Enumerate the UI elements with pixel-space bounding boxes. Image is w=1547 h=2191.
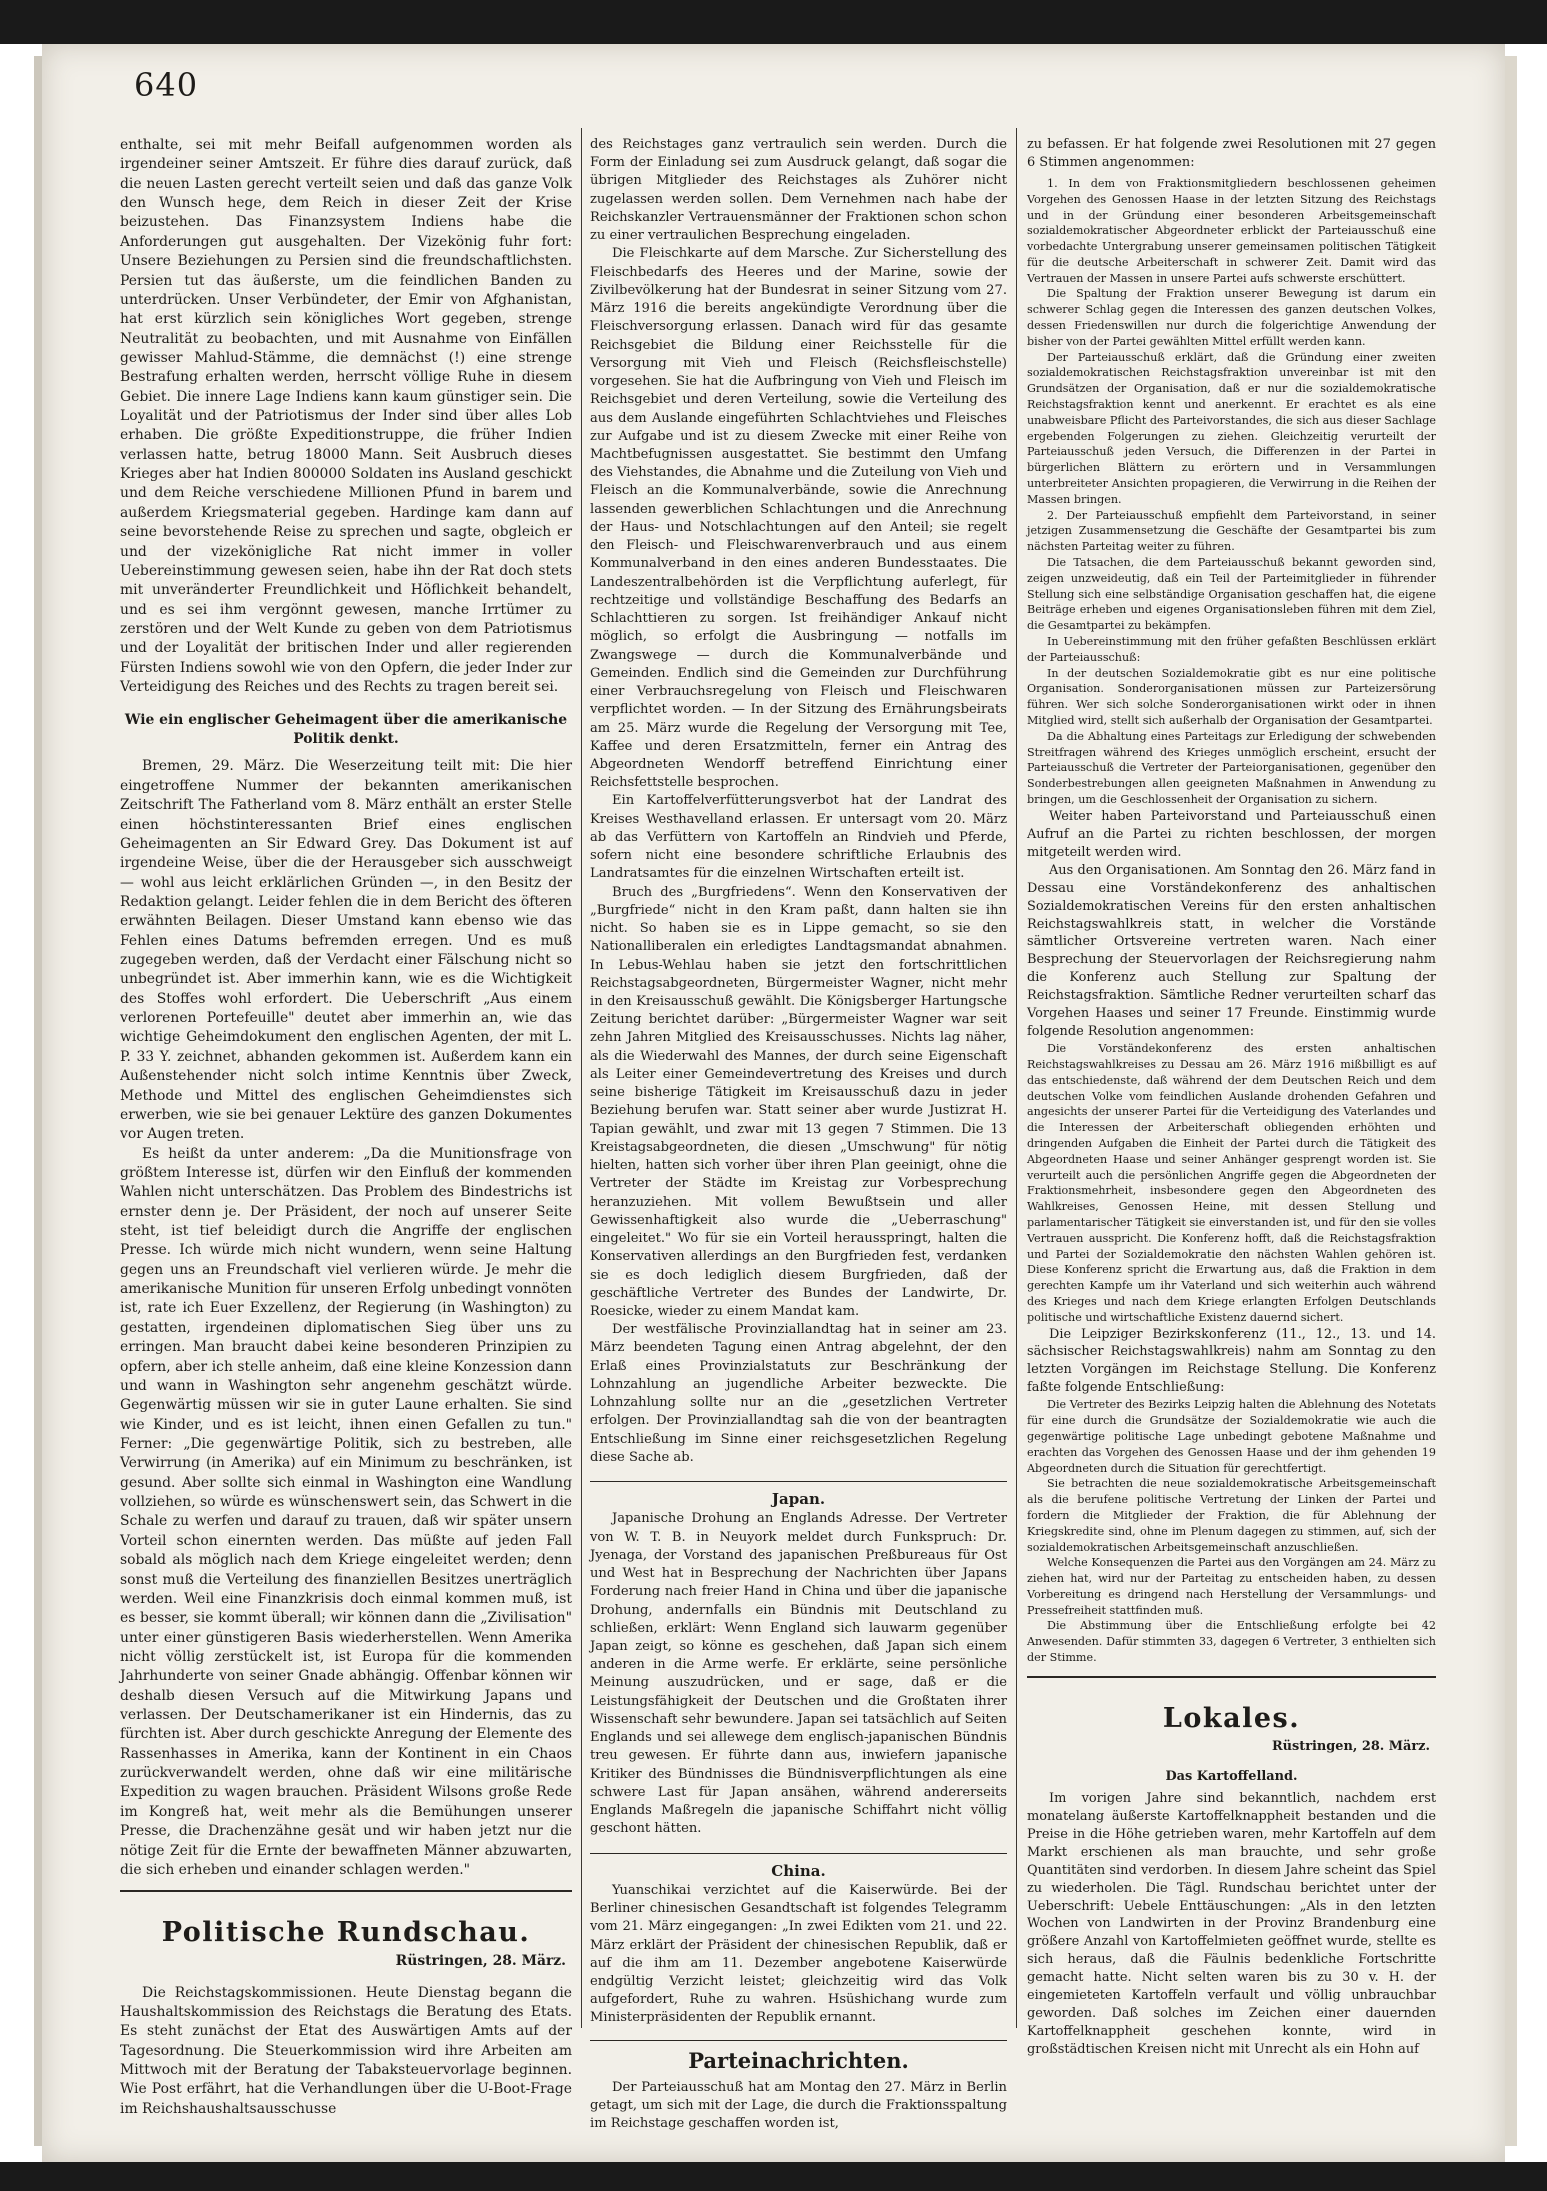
page-number: 640 [134,66,199,104]
page-edge-right [1505,56,1517,2146]
article-paragraph: Die Fleischkarte auf dem Marsche. Zur Sicherstellung des Fleischbedarfs des Heeres und der Marine, sowie der Zivilbevölkerung hat der Bundesrat in seiner Sitzung vom 27. März 1916 die bereits angekündigte Verordnung über die Fleischversorgung erlassen. Danach wird für das gesamte Reichsgebiet die Bildung einer Reichsstelle für die Versorgung mit Vieh und Fleisch (Reichsfleischstelle) vorgesehen. Sie hat die Aufbringung von Vieh und Fleisch im Reichsgebiet und deren Verteilung, sowie die Verteilung des aus dem Auslande eingeführten Schlachtviehes und Fleisches zur Aufgabe und ist zu diesem Zwecke mit einer Reihe von Machtbefugnissen ausgestattet. Sie bestimmt den Umfang des Viehstandes, die Abnahme und die Zuteilung von Vieh und Fleisch an die Kommunalverbände, sowie die Anrechnung lassenden gewerblichen Schlachtungen und die Anrechnung der Haus- und Notschlachtungen auf den Anteil; sie regelt den Fleisch- und Fleischwarenverbrauch und aus einem Kommunalverband in den eines anderen Bundesstaates. Die Landeszentralbehörden ist die Verpflichtung auferlegt, für rechtzeitige und vollständige Beschaffung des Bedarfs an Schlachttieren zu sorgen. Ist freihändiger Ankauf nicht möglich, so erfolgt die Ausbringung — notfalls im Zwangswege — durch die Kommunalverbände und Gemeinden. Endlich sind die Gemeinden zur Durchführung einer Verbrauchsregelung von Fleisch und Fleischwaren verpflichtet worden. — In der Sitzung des Ernährungsbeirats am 25. März wurde die Regelung der Versorgung mit Tee, Kaffee und deren Ersatzmitteln, ferner ein Antrag des Abgeordneten Wendorff betreffend Einrichtung einer Reichsfettstelle besprochen. [590,246,1007,791]
section-title-lokales: Lokales. [1162,1702,1301,1734]
article-paragraph: Aus den Organisationen. Am Sonntag den 26. März fand in Dessau eine Vorständekonferenz des anhaltischen Sozialdemokratischen Vereins für den ersten anhaltischen Reichstagswahlkreis statt, in welcher die Vorstände sämtlicher Ortsvereine vertreten waren. Nach einer Besprechung der Steuervorlagen der Reichsregierung nahm die Konferenz auch Stellung zur Spaltung der Reichstagsfraktion. Sämtliche Redner verurteilten scharf das Vorgehen Haases und seiner 17 Freunde. Einstimmig wurde folgende Resolution angenommen: [1027,862,1436,1040]
article-paragraph: Ein Kartoffelverfütterungsverbot hat der Landrat des Kreises Westhavelland erlassen. Er untersagt vom 20. März ab das Verfüttern von Kartoffeln an Rindvieh und Pferde, sofern nicht eine besondere schriftliche Erlaubnis des Landratsamtes für die einzelnen Wirtschaften erteilt ist. [590,793,1007,882]
resolution-paragraph: Die Tatsachen, die dem Parteiausschuß bekannt geworden sind, zeigen unzweideutig, daß ein Teil der Parteimitglieder in führender Stellung sich eine selbständige Organisation geschaffen hat, die eigene Beiträge erheben und eigenes Organisationsleben führen mit dem Ziel, die Gesamtpartei zu bekämpfen. [1027,556,1436,633]
article-paragraph: des Reichstages ganz vertraulich sein werden. Durch die Form der Einladung sei zum Ausdruck gelangt, daß sogar die übrigen Mitglieder des Reichstages als Zuhörer nicht zugelassen werden sollen. Dem Vernehmen nach habe der Reichskanzler Vertrauensmänner der Fraktionen schon schon zu einer vertraulichen Besprechung eingeladen. [590,137,1007,244]
article-paragraph: Bruch des „Burgfriedens“. Wenn den Konservativen der „Burgfriede“ nicht in den Kram paßt, dann halten sie ihn nicht. So haben sie es in Lippe gemacht, so sie den Nationalliberalen ein erledigtes Landtagsmandat abnahmen. In Lebus-Wehlau haben sie jetzt den fortschrittlichen Reichstagsabgeordneten, Bürgermeister Wagner, nicht mehr in den Kreisausschuß gewählt. Die Königsberger Hartungsche Zeitung berichtet darüber: „Bürgermeister Wagner war seit zehn Jahren Mitglied des Kreisausschusses. Nichts lag näher, als die Wiederwahl des Mannes, der durch seine Eigenschaft als Leiter einer Gemeindevertretung des Kreises und durch seine bisherige Tätigkeit im Kreisausschuß dazu in jeder Beziehung berufen war. Statt seiner aber wurde Justizrat H. Tapian gewählt, und zwar mit 13 gegen 7 Stimmen. Die 13 Kreistagsabgeordneten, die diesen „Umschwung" für nötig hielten, hatten sich vorher über ihren Plan geeinigt, ohne die Vertreter der Städte im Kreistag zur Vorbesprechung heranzuziehen. Mit vollem Bewußtsein und aller Gewissenhaftigkeit also wurde die „Ueberraschung" eingeleitet." Wo für sie ein Vorteil herausspringt, halten die Konservativen allerdings an den Burgfrieden fest, verdanken sie es doch lediglich diesem Burgfrieden, daß der geschäftliche Vertreter des Bundes der Landwirte, Dr. Roesicke, wieder zu einem Mandat kam. [590,884,1007,1319]
article-paragraph: enthalte, sei mit mehr Beifall aufgenommen worden als irgendeiner seiner Amtszeit. Er führe dies darauf zurück, daß die neuen Lasten gerecht verteilt seien und daß das ganze Volk den Wunsch hege, dem Reich in dieser Zeit der Krise beizustehen. Das Finanzsystem Indiens habe die Anforderungen gut ausgehalten. Der Vizekönig fuhr fort: Unsere Beziehungen zu Persien sind die freundschaftlichsten. Persien tut das äußerste, um die feindlichen Banden zu unterdrücken. Unser Verbündeter, der Emir von Afghanistan, hat erst kürzlich sein königliches Wort gegeben, strenge Neutralität zu beobachten, und mit Ausnahme von Einfällen gewisser Mahlud-Stämme, die demnächst (!) eine strenge Bestrafung erhalten werden, herrscht völlige Ruhe in diesem Gebiet. Die innere Lage Indiens kann kaum günstiger sein. Die Loyalität und der Patriotismus der Inder sind über alles Lob erhaben. Die größte Expeditionstruppe, die früher Indien verlassen hatte, betrug 18000 Mann. Seit Ausbruch dieses Krieges aber hat Indien 800000 Soldaten ins Ausland geschickt und dem Reiche verschiedene Millionen Pfund in barem und außerdem Kriegsmaterial gegeben. Hardinge kam dann auf seine bevorstehende Reise zu sprechen und sagte, obgleich er und der vizekönigliche Rat nicht immer in voller Uebereinstimmung gewesen seien, habe ihn der Rat doch stets mit unveränderter Freundlichkeit und Höflichkeit behandelt, und es sei ihm vergönnt gewesen, manche Irrtümer zu zerstören und der Welt Kunde zu geben von dem Patriotismus und der Loyalität der britischen Inder und aller regierenden Fürsten Indiens sowohl wie von den Opfern, die jeder Inder zur Verteidigung des Reiches und des Rechts zu tragen bereit sei. [120,137,572,696]
article-paragraph: Der Parteiausschuß hat am Montag den 27. März in Berlin getagt, um sich mit der Lage, die durch die Fraktionsspaltung im Reichstage geschaffen worden ist, [590,2079,1007,2132]
article-paragraph: Der westfälische Provinziallandtag hat in seiner am 23. März beendeten Tagung einen Antrag abgelehnt, der den Erlaß eines Provinzialstatuts zur Beschränkung der Lohnzahlung an jugendliche Arbeiter bezweckte. Die Lohnzahlung sollte nur an die „gesetzlichen Vertreter erfolgen. Der Provinziallandtag sah die von der beantragten Entschließung im Sinne einer reichsgesetzlichen Regelung diese Sache ab. [590,1322,1007,1465]
article-paragraph: Die Leipziger Bezirkskonferenz (11., 12., 13. und 14. sächsischer Reichstagswahlkreis) nahm am Sonntag zu den letzten Vorgängen im Reichstage Stellung. Die Konferenz faßte folgende Entschließung: [1027,1326,1436,1396]
section-divider [1027,1676,1436,1678]
section-title-china: China. [590,1853,1007,1880]
resolution-paragraph: 1. In dem von Fraktionsmitgliedern beschlossenen geheimen Vorgehen des Genossen Haase in der letzten Sitzung des Reichstags und in der Gründung einer besonderen Arbeitsgemeinschaft sozialdemokratischer Abgeordneter erblickt der Parteiausschuß eine vorbedachte Untergrabung unserer gemeinsamen politischen Tätigkeit für die deutsche Arbeiterschaft in schwerer Zeit. Damit wird das Vertrauen der Massen in unsere Partei aufs schwerste erschüttert. [1027,176,1436,285]
column-3 [1027,136,1436,2059]
column-rule-1 [581,128,582,2028]
article-paragraph: Es heißt da unter anderem: „Da die Munitionsfrage von größtem Interesse ist, dürfen wir den Einfluß der kommenden Wahlen nicht unterschätzen. Das Problem des Bindestrichs ist ernster denn je. Der Präsident, der noch auf unserer Seite steht, ist tief beleidigt durch die Angriffe der englischen Presse. Ich würde mich nicht wundern, wenn seine Haltung gegen uns an Freundschaft viel verlieren würde. Je mehr die amerikanische Munition für unseren Erfolg unbedingt vonnöten ist, rate ich Euer Exzellenz, der Regierung (in Washington) zu gestatten, irgendeinen diplomatischen Sieg über uns zu erringen. Man braucht dabei keine besonderen Prinzipien zu opfern, aber ich stelle anheim, daß eine kleine Konzession dann und wann in Washington sehr angenehm geschätzt würde. Gegenwärtig müssen wir sie in guter Laune erhalten. Sie sind wie Kinder, und es ist leicht, ihnen einen Gefallen zu tun." Ferner: „Die gegenwärtige Politik, sich zu bestreben, alle Verwirrung (in Amerika) auf ein Minimum zu beschränken, ist gesund. Aber sollte sich einmal in Washington eine Wandlung vollziehen, so würde es wünschenswert sein, das Schwert in die Schale zu werfen und darauf zu trauen, daß wir später unsern Vorteil schon einernten werden. Das müßte auf jeden Fall sobald als möglich nach dem Kriege eingeleitet werden; denn sonst muß die Verteilung des finanziellen Besitzes unerträglich werden. Weil eine Finanzkrisis doch einmal kommen muß, ist es besser, sie kommt überall; wir können dann die „Zivilisation" unter einer günstigeren Basis wiederherstellen. Wenn Amerika nicht völlig zerstückelt ist, ist Europa für die kommenden Jahrhunderte von seiner Gnade abhängig. Offenbar können wir deshalb diesen Versuch auf die Mitwirkung Japans und verlassen. Der Deutschamerikaner ist ein Hindernis, das zu fürchten ist. Aber durch geschickte Anregung der Elemente des Rassenhasses in Amerika, kann der Kontinent in ein Chaos zurückverwandelt werden, ohne daß wir eine militärische Expedition zu wagen brauchen. Präsident Wilsons große Rede im Kongreß hat, weit mehr als die Bemühungen unserer Presse, die Drachenzähne gesät und wir haben jetzt nur die nötige Zeit für die Ernte der bewaffneten Männer abzuwarten, die sich erheben und einander schlagen werden." [120,1145,573,1878]
article-paragraph: Japanische Drohung an Englands Adresse. Der Vertreter von W. T. B. in Neuyork meldet durch Funkspruch: Dr. Jyenaga, der Vorstand des japanischen Preßbureaus für Ost und West hat in Besprechung der Nachrichten über Japans Forderung nach freier Hand in China und über die japanische Drohung, andernfalls ein Bündnis mit Deutschland zu schließen, erklärt: Wenn England sich lauwarm gegenüber Japan zeigt, so könne es geschehen, daß Japan sich einem anderen in die Arme werfe. Er erklärte, seine persönliche Meinung auszudrücken, und er sage, daß er die Leistungsfähigkeit der Deutschen und die Großtaten ihrer Wissenschaft sehr bewundere. Japan sei tatsächlich auf Seiten Englands und sei allewege dem englisch-japanischen Bündnis treu gewesen. Er führte dann aus, inwiefern japanische Kritiker des Bündnisses die Bündnisverpflichtungen als eine schwere Last für Japan ansähen, während andererseits Englands Maßregeln die japanische Schiffahrt nicht völlig geschont hätten. [590,1511,1007,1837]
resolution-paragraph: In Uebereinstimmung mit den früher gefaßten Beschlüssen erklärt der Parteiausschuß: [1027,635,1436,664]
column-rule-2 [1016,128,1017,2028]
resolution-paragraph: Die Spaltung der Fraktion unserer Bewegung ist darum ein schwerer Schlag gegen die Interessen des ganzen deutschen Volkes, dessen Friedenswillen nur durch die folgerichtige Anwendung der bisher von der Partei gewählten Mittel erfüllt werden kann. [1027,287,1436,348]
resolution-paragraph: Die Abstimmung über die Entschließung erfolgte bei 42 Anwesenden. Dafür stimmten 33, dagegen 6 Vertreter, 3 enthielten sich der Stimme. [1027,1619,1436,1665]
resolution-paragraph: Da die Abhaltung eines Parteitags zur Erledigung der schwebenden Streitfragen während des Krieges unmöglich erscheint, ersucht der Parteiausschuß die Vertreter der Parteiorganisationen, gegenüber den Sonderbestrebungen allen geeigneten Maßnahmen in Anwendung zu bringen, um die Geschlossenheit der Organisation zu sichern. [1027,729,1436,806]
resolution-paragraph: Der Parteiausschuß erklärt, daß die Gründung einer zweiten sozialdemokratischen Reichstagsfraktion unvereinbar ist mit den Grundsätzen der Organisation, daß er nur die sozialdemokratische Reichstagsfraktion kennt und anerkennt. Er erachtet es als eine unabweisbare Pflicht des Parteivorstandes, die sich aus dieser Sachlage ergebenden Folgerungen zu ziehen. Gleichzeitig verurteilt der Parteiausschuß jeden Versuch, die Differenzen in der Partei in bürgerlichen Blättern zu erörtern und in Versammlungen unterbreiteter Ansichten propagieren, die Verwirrung in die Reihen der Massen bringen. [1027,350,1436,506]
article-paragraph: Yuanschikai verzichtet auf die Kaiserwürde. Bei der Berliner chinesischen Gesandtschaft ist folgendes Telegramm vom 21. März eingegangen: „In zwei Edikten vom 21. und 22. März erklärt der Präsident der chinesischen Republik, daß er auf die ihm am 11. Dezember angebotene Kaiserwürde endgültig Verzicht leistet; gleichzeitig wird das Volk aufgefordert, Ruhe zu wahren. Hsüshichang wurde zum Ministerpräsidenten der Republik ernannt. [590,1882,1007,2026]
section-title-parteinachrichten: Parteinachrichten. [590,2040,1007,2075]
resolution-paragraph: Die Vertreter des Bezirks Leipzig halten die Ablehnung des Notetats für eine durch die Grundsätze der Sozialdemokratie wie auch die gegenwärtige politische Lage unbedingt gebotene Maßnahme und erachten das Vorgehen des Genossen Haase und der ihm gehenden 19 Abgeordneten durch die Situation für gerechtfertigt. [1027,1398,1436,1475]
resolution-paragraph: Welche Konsequenzen die Partei aus den Vorgängen am 24. März zu ziehen hat, wird nur der Parteitag zu entscheiden haben, zu dessen Vorbereitung es dringend nach Herstellung der Versammlungs- und Pressefreiheit stattfinden muß. [1027,1556,1436,1617]
column-2 [590,136,1007,2133]
resolution-paragraph: Die Vorständekonferenz des ersten anhaltischen Reichstagswahlkreises zu Dessau am 26. März 1916 mißbilligt es auf das entschiedenste, daß während der dem Deutschen Reich und dem deutschen Volke vom feindlichen Auslande drohenden Gefahren und angesichts der unserer Partei für die Verteidigung des Vaterlandes und die Interessen der Arbeiterschaft obliegenden erhöhten und dringenden Aufgaben die Einheit der Partei durch die Tätigkeit des Abgeordneten Haase und seiner Anhänger gesprengt worden ist. Sie verurteilt auch die persönlichen Angriffe gegen die Abgeordneten der Fraktionsmehrheit, insbesondere gegen den Abgeordneten des Wahlkreises, Genossen Heine, mit dessen Stellung und parlamentarischer Tätigkeit sie einverstanden ist, und für den sie volles Vertrauen ausspricht. Die Konferenz hofft, daß die Reichstagsfraktion und Partei der Sozialdemokratie den nächsten Wahlen gehören ist. Diese Konferenz spricht die Erwartung aus, daß die Fraktion in dem gerechten Kampfe um ihr Vaterland und sich weiterhin auch während des Krieges und nach dem Kriege erlangten Erfolgen Deutschlands politische und wirtschaftliche Existenz dauernd sichert. [1027,1042,1436,1324]
dateline: Rüstringen, 28. März. [395,1953,566,1970]
article-paragraph: Die Reichstagskommissionen. Heute Dienstag begann die Haushaltskommission des Reichstags die Beratung des Etats. Es steht zunächst der Etat des Auswärtigen Amts auf der Tagesordnung. Die Steuerkommission wird ihre Arbeiten am Mittwoch mit der Beratung der Tabaksteuervorlage beginnen. Wie Post erfährt, hat die Verhandlungen über die U-Boot-Frage im Reichshaushaltsausschusse [120,1984,572,2117]
resolution-paragraph: 2. Der Parteiausschuß empfiehlt dem Parteivorstand, in seiner jetzigen Zusammensetzung die Geschäfte der Gesamtpartei bis zum nächsten Parteitag weiter zu führen. [1027,508,1436,554]
article-paragraph: zu befassen. Er hat folgende zwei Resolutionen mit 27 gegen 6 Stimmen angenommen: [1027,137,1436,170]
article-headline: Das Kartoffelland. [1165,1768,1298,1784]
article-paragraph: Weiter haben Parteivorstand und Parteiausschuß einen Aufruf an die Partei zu richten beschlossen, der morgen mitgeteilt werden wird. [1027,808,1436,860]
section-title-politische-rundschau: Politische Rundschau. [161,1917,531,1949]
article-headline: Wie ein englischer Geheimagent über die amerikanische Politik denkt. [124,712,568,748]
article-paragraph: Bremen, 29. März. Die Weserzeitung teilt mit: Die hier eingetroffene Nummer der bekannten amerikanischen Zeitschrift The Fatherland vom 8. März enthält an erster Stelle einen höchstinteressanten Brief eines englischen Geheimagenten an Sir Edward Grey. Das Dokument ist auf irgendeine Weise, über die der Herausgeber sich ausschweigt — wohl aus leicht erklärlichen Gründen —, in den Besitz der Redaktion gelangt. Leider fehlen die in dem Bericht des öfteren erwähnten Beilagen. Dieser Umstand kann ebenso wie das Fehlen eines Datums befremden erregen. Und es muß zugegeben werden, daß der Verdacht einer Fälschung nicht so unbegründet ist. Aber immerhin kann, wie es die Wichtigkeit des Stoffes wohl erfordert. Die Ueberschrift „Aus einem verlorenen Portefeuille" deutet aber immerhin an, wie das wichtige Geheimdokument den englischen Agenten, der mit L. P. 33 Y. zeichnet, abhanden gekommen ist. Außerdem kann ein Außenstehender nicht solch intime Kenntnis über Zweck, Methode und Mittel des englischen Geheimdienstes sich erwerben, wie sie bei genauer Lektüre des ganzen Dokumentes vor Augen treten. [120,758,572,1143]
section-title-japan: Japan. [590,1481,1007,1508]
scan-border-top [0,0,1547,44]
column-1 [120,136,572,2119]
page-edge-left [34,56,42,2146]
scan-border-bottom [0,2162,1547,2191]
article-paragraph: Im vorigen Jahre sind bekanntlich, nachdem erst monatelang äußerste Kartoffelknappheit bestanden und die Preise in die Höhe getrieben waren, mehr Kartoffeln auf dem Markt erschienen als man brauchte, und sehr große Quantitäten sind verdorben. In diesem Jahre scheint das Spiel zu wiederholen. Die Tägl. Rundschau berichtet unter der Ueberschrift: Uebele Enttäuschungen: „Als in den letzten Wochen von Landwirten in der Provinz Brandenburg eine größere Anzahl von Kartoffelmieten geöffnet wurde, stellte es sich heraus, daß die Fäulnis bedenkliche Fortschritte gemacht hatte. Nicht selten waren bis zu 30 v. H. der eingemieteten Kartoffeln verfault und völlig unbrauchbar geworden. Daß solches im Zeichen einer dauernden Kartoffelknappheit geschehen konnte, wird in großstädtischen Kreisen nicht mit Unrecht als ein Hohn auf [1027,1790,1436,2058]
resolution-paragraph: Sie betrachten die neue sozialdemokratische Arbeitsgemeinschaft als die berufene politische Vertretung der Linken der Partei und fordern die Mitglieder der Fraktion, die für Ablehnung der Kriegskredite sind, ohne im Plenum dagegen zu stimmen, auf, sich der sozialdemokratischen Arbeitsgemeinschaft anzuschließen. [1027,1477,1436,1554]
section-divider [120,1890,572,1892]
resolution-paragraph: In der deutschen Sozialdemokratie gibt es nur eine politische Organisation. Sonderorganisationen müssen zur Parteizersörung führen. Wer sich solche Sonderorganisationen wirkt oder in ihnen Mitglied wird, stellt sich außerhalb der Organisation der Gesamtpartei. [1027,666,1436,727]
dateline: Rüstringen, 28. März. [1271,1738,1430,1754]
